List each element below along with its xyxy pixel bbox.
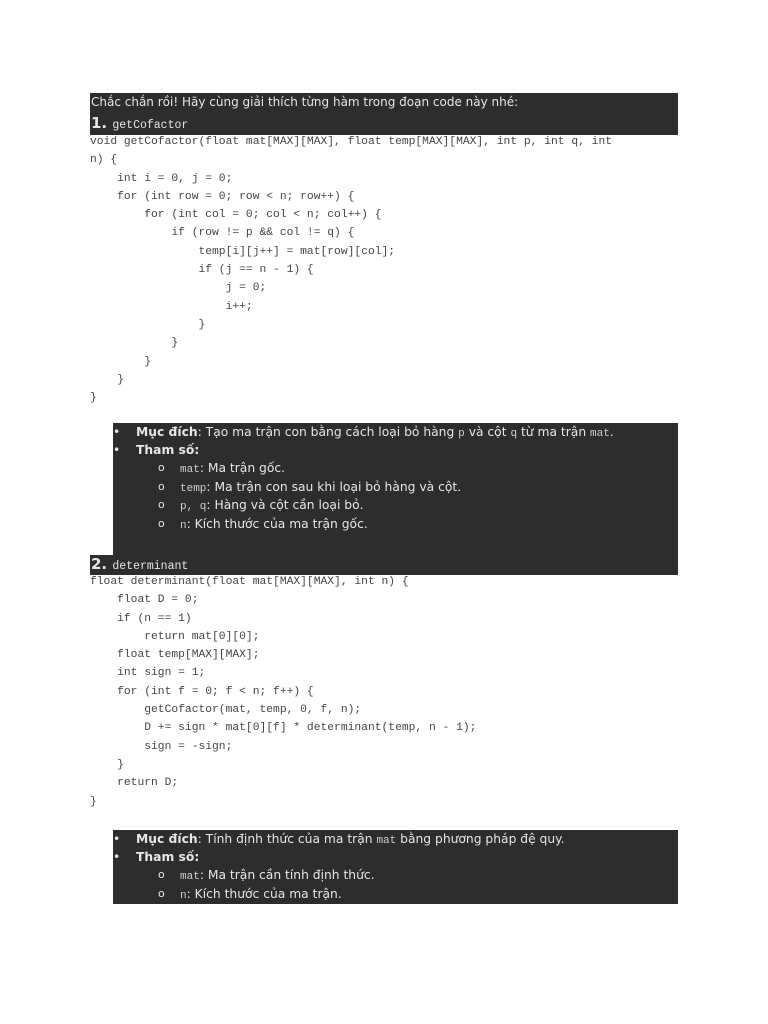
section2-name: determinant xyxy=(112,560,189,573)
section2-params-label: Tham số: xyxy=(136,850,200,864)
purpose-label: Mục đích xyxy=(136,832,198,846)
section1-number: 1. xyxy=(91,114,108,132)
sub-bullet-icon: o xyxy=(158,498,165,511)
section1-code: void getCofactor(float mat[MAX][MAX], float temp[MAX][MAX], int p, int q, int n) { int i = 0, j = 0; for (int row = 0; row < n; row++) { for (int col = 0; col < n; col++) { if (row != p && col != q) { temp[i][j++] = mat[row][col]; if (j == n - 1) { j = 0; i++; } } } } } xyxy=(90,136,613,405)
bullet-icon: • xyxy=(113,850,121,864)
section1-heading xyxy=(91,114,188,132)
sub-bullet-icon: o xyxy=(158,480,165,493)
bullet-icon: • xyxy=(113,832,121,846)
intro-text: Chắc chắn rồi! Hãy cùng giải thích từng hàm trong đoạn code này nhé: xyxy=(91,95,519,109)
section1-purpose: Mục đích: Tạo ma trận con bằng cách loại bỏ hàng p và cột q từ ma trận mat. xyxy=(136,425,614,440)
purpose-label: Mục đích xyxy=(136,425,198,439)
section2-heading xyxy=(91,555,188,573)
section1-name: getCofactor xyxy=(112,119,189,132)
bullet-icon: • xyxy=(113,443,121,457)
section2-number: 2. xyxy=(91,555,108,573)
sub-bullet-icon: o xyxy=(158,868,165,881)
intro-block xyxy=(90,93,678,135)
section2-code: float determinant(float mat[MAX][MAX], int n) { float D = 0; if (n == 1) return mat[0][0]; float temp[MAX][MAX]; int sign = 1; for (int f = 0; f < n; f++) { getCofactor(mat, temp, 0, f, n); D += sign * mat[0][f] * determinant(temp, n - 1); sign = -sign; } return D; } xyxy=(90,576,477,808)
sub-bullet-icon: o xyxy=(158,461,165,474)
sub-bullet-icon: o xyxy=(158,887,165,900)
section1-params-label: Tham số: xyxy=(136,443,200,457)
section2-header xyxy=(90,555,678,575)
section2-notes: • Mục đích: Tính định thức của ma trận mat bằng phương pháp đệ quy. • Tham số: o mat: Ma trận cần tính định thức. o n: Kích thước của ma trận. xyxy=(113,830,678,904)
section1-notes: • Mục đích: Tạo ma trận con bằng cách loại bỏ hàng p và cột q từ ma trận mat. • Tham số: o mat: Ma trận gốc. o temp: Ma trận con sau khi loại bỏ hàng và cột. o p, q: Hàng và cột cần loại bỏ. o n: Kích thước của ma trận gốc. xyxy=(113,423,678,575)
bullet-icon: • xyxy=(113,425,121,439)
section2-purpose: Mục đích: Tính định thức của ma trận mat bằng phương pháp đệ quy. xyxy=(136,832,565,847)
sub-bullet-icon: o xyxy=(158,517,165,530)
